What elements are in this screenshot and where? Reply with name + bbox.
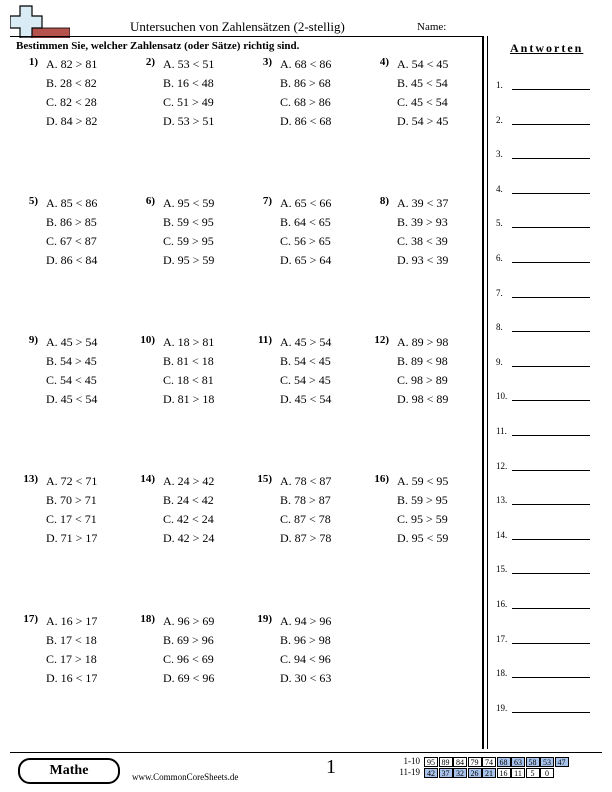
answer-blank[interactable] — [512, 124, 590, 125]
problem-option: B. 64 < 65 — [280, 215, 331, 229]
problem-option: D. 45 < 54 — [46, 392, 98, 406]
problem-option: D. 42 > 24 — [163, 531, 215, 545]
problem-option: B. 16 < 48 — [163, 76, 214, 90]
answer-blank[interactable] — [512, 89, 590, 90]
problem-number: 9) — [28, 334, 38, 346]
problem-option: A. 24 > 42 — [163, 474, 215, 488]
problem-option: C. 59 > 95 — [163, 234, 214, 248]
problem-option: A. 89 > 98 — [397, 335, 449, 349]
problem-option: C. 96 < 69 — [163, 652, 214, 666]
problem-number: 1) — [28, 56, 38, 68]
key-cell: 37 — [439, 768, 453, 778]
answer-blank[interactable] — [512, 712, 590, 713]
problem-option: D. 87 > 78 — [280, 531, 332, 545]
problem-option: C. 95 > 59 — [397, 512, 448, 526]
problem-number: 18) — [140, 613, 155, 625]
answer-row — [496, 668, 596, 678]
site-url: www.CommonCoreSheets.de — [132, 772, 239, 782]
problem-option: D. 16 < 17 — [46, 671, 98, 685]
answer-label: 17. — [496, 633, 508, 644]
problem-option: B. 86 > 85 — [46, 215, 97, 229]
answer-label: 8. — [496, 322, 503, 333]
answer-blank[interactable] — [512, 331, 590, 332]
footer-divider — [10, 752, 602, 753]
answer-row — [496, 80, 596, 90]
problem-option: C. 17 < 71 — [46, 512, 97, 526]
problem-number: 2) — [145, 56, 155, 68]
problem-option: A. 45 > 54 — [46, 335, 98, 349]
problem-option: C. 56 > 65 — [280, 234, 331, 248]
problem-item — [133, 613, 251, 693]
problem-item — [250, 613, 368, 693]
problem-option: B. 24 < 42 — [163, 493, 214, 507]
problem-item — [250, 56, 368, 136]
problem-item — [16, 613, 134, 693]
problem-number: 17) — [23, 613, 38, 625]
problem-option: D. 93 < 39 — [397, 253, 449, 267]
key-cell: 42 — [424, 768, 438, 778]
answer-row — [496, 599, 596, 609]
problem-number: 3) — [262, 56, 272, 68]
key-cell: 68 — [497, 757, 511, 767]
problem-option: C. 18 < 81 — [163, 373, 214, 387]
problem-option: B. 59 < 95 — [163, 215, 214, 229]
answer-row — [496, 149, 596, 159]
key-cell: 47 — [555, 757, 569, 767]
problem-option: A. 54 < 45 — [397, 57, 449, 71]
answer-row — [496, 634, 596, 644]
problem-number: 8) — [379, 195, 389, 207]
answer-label: 14. — [496, 529, 508, 540]
problem-option: D. 65 > 64 — [280, 253, 332, 267]
answer-blank[interactable] — [512, 643, 590, 644]
problem-option: C. 87 < 78 — [280, 512, 331, 526]
answer-row — [496, 426, 596, 436]
problem-option: D. 71 > 17 — [46, 531, 98, 545]
problem-option: A. 78 < 87 — [280, 474, 332, 488]
answer-label: 12. — [496, 460, 508, 471]
answer-row — [496, 115, 596, 125]
key-cell: 84 — [453, 757, 467, 767]
answer-column-divider-inner — [487, 36, 488, 749]
answer-row — [496, 253, 596, 263]
problem-option: D. 95 < 59 — [397, 531, 449, 545]
problem-option: B. 96 > 98 — [280, 633, 331, 647]
answers-title: Antworten — [510, 41, 584, 55]
problem-option: B. 28 < 82 — [46, 76, 97, 90]
problem-item — [133, 56, 251, 136]
problem-number: 14) — [140, 473, 155, 485]
page-title: Untersuchen von Zahlensätzen (2-stellig) — [130, 19, 345, 34]
answer-label: 3. — [496, 149, 503, 160]
answer-row — [496, 391, 596, 401]
problem-number: 4) — [379, 56, 389, 68]
problem-option: A. 68 < 86 — [280, 57, 332, 71]
answer-blank[interactable] — [512, 400, 590, 401]
problem-option: D. 30 < 63 — [280, 671, 332, 685]
answer-blank[interactable] — [512, 470, 590, 471]
answer-blank[interactable] — [512, 158, 590, 159]
answer-label: 6. — [496, 253, 503, 263]
answer-label: 13. — [496, 495, 508, 506]
problem-option: A. 65 < 66 — [280, 196, 332, 210]
problem-option: B. 89 < 98 — [397, 354, 448, 368]
plus-logo-icon — [10, 4, 70, 38]
problem-option: C. 68 > 86 — [280, 95, 331, 109]
key-cell: 74 — [482, 757, 496, 767]
problem-number: 11) — [257, 334, 272, 346]
answer-blank[interactable] — [512, 297, 590, 298]
brand-badge: Mathe — [18, 758, 120, 784]
problem-option: D. 69 < 96 — [163, 671, 215, 685]
problem-option: B. 39 > 93 — [397, 215, 448, 229]
problem-option: D. 45 < 54 — [280, 392, 332, 406]
problem-option: A. 96 > 69 — [163, 614, 215, 628]
problem-option: B. 81 < 18 — [163, 354, 214, 368]
answer-label: 18. — [496, 668, 508, 679]
problem-option: C. 98 > 89 — [397, 373, 448, 387]
problem-option: B. 69 > 96 — [163, 633, 214, 647]
problem-item — [250, 473, 368, 553]
problem-option: C. 17 > 18 — [46, 652, 97, 666]
problem-option: B. 59 > 95 — [397, 493, 448, 507]
problem-option: A. 94 > 96 — [280, 614, 332, 628]
answer-blank[interactable] — [512, 435, 590, 436]
answer-blank[interactable] — [512, 677, 590, 678]
key-cell: 32 — [453, 768, 467, 778]
problem-number: 19) — [257, 613, 272, 625]
key-cell: 21 — [482, 768, 496, 778]
answer-label: 2. — [496, 114, 503, 125]
key-row-label: 11-19 — [399, 767, 420, 777]
answer-row — [496, 288, 596, 298]
problem-option: A. 16 > 17 — [46, 614, 98, 628]
key-cell: 95 — [424, 757, 438, 767]
key-cell: 5 — [526, 768, 540, 778]
problem-option: B. 54 < 45 — [280, 354, 331, 368]
problem-option: A. 59 < 95 — [397, 474, 449, 488]
key-row-label: 1-10 — [403, 756, 420, 766]
key-cell: 53 — [540, 757, 554, 767]
key-cell: 58 — [526, 757, 540, 767]
answer-label: 5. — [496, 218, 503, 229]
problem-option: B. 54 > 45 — [46, 354, 97, 368]
answer-column-divider — [482, 36, 484, 749]
problem-item — [367, 195, 485, 275]
problem-item — [133, 473, 251, 553]
problem-option: A. 72 < 71 — [46, 474, 98, 488]
problem-item — [16, 56, 134, 136]
key-cell: 79 — [468, 757, 482, 767]
problem-item — [16, 473, 134, 553]
problem-option: C. 38 < 39 — [397, 234, 448, 248]
problem-number: 13) — [23, 473, 38, 485]
problem-option: B. 70 > 71 — [46, 493, 97, 507]
problem-option: D. 98 < 89 — [397, 392, 449, 406]
header-divider — [10, 36, 482, 37]
answer-label: 11. — [496, 426, 507, 436]
problem-option: B. 86 > 68 — [280, 76, 331, 90]
problem-option: D. 86 < 68 — [280, 114, 332, 128]
key-cell: 0 — [540, 768, 554, 778]
problem-option: A. 39 < 37 — [397, 196, 449, 210]
answer-blank[interactable] — [512, 366, 590, 367]
problem-option: D. 86 < 84 — [46, 253, 98, 267]
answer-label: 19. — [496, 702, 508, 713]
problem-option: A. 85 < 86 — [46, 196, 98, 210]
answer-label: 4. — [496, 183, 503, 194]
problem-option: C. 51 > 49 — [163, 95, 214, 109]
answer-row — [496, 564, 596, 574]
problem-option: C. 67 < 87 — [46, 234, 97, 248]
problem-option: C. 54 > 45 — [280, 373, 331, 387]
problem-option: D. 53 > 51 — [163, 114, 215, 128]
problem-option: C. 94 < 96 — [280, 652, 331, 666]
problem-option: C. 42 < 24 — [163, 512, 214, 526]
problem-option: C. 82 < 28 — [46, 95, 97, 109]
problem-option: D. 84 > 82 — [46, 114, 98, 128]
problem-number: 12) — [374, 334, 389, 346]
answer-blank[interactable] — [512, 608, 590, 609]
problem-option: B. 45 < 54 — [397, 76, 448, 90]
answer-row — [496, 184, 596, 194]
name-label: Name: — [417, 21, 447, 33]
problem-number: 10) — [140, 334, 155, 346]
problem-option: A. 95 < 59 — [163, 196, 215, 210]
problem-option: A. 45 > 54 — [280, 335, 332, 349]
page-number: 1 — [326, 756, 336, 778]
problem-item — [16, 195, 134, 275]
answer-label: 7. — [496, 287, 503, 298]
key-cell: 26 — [468, 768, 482, 778]
key-cell: 11 — [511, 768, 525, 778]
answer-label: 1. — [496, 80, 503, 90]
answer-blank[interactable] — [512, 193, 590, 194]
problem-item — [250, 195, 368, 275]
problem-number: 15) — [257, 473, 272, 485]
answer-blank[interactable] — [512, 262, 590, 263]
answer-label: 16. — [496, 599, 508, 609]
problem-item — [250, 334, 368, 414]
problem-option: C. 54 < 45 — [46, 373, 97, 387]
answer-row — [496, 703, 596, 713]
problem-option: D. 54 > 45 — [397, 114, 449, 128]
answer-label: 10. — [496, 391, 508, 402]
answer-row — [496, 530, 596, 540]
key-cell: 63 — [511, 757, 525, 767]
problem-option: A. 18 > 81 — [163, 335, 215, 349]
problem-option: D. 81 > 18 — [163, 392, 215, 406]
answer-label: 15. — [496, 564, 508, 575]
problem-number: 6) — [145, 195, 155, 207]
problem-item — [367, 473, 485, 553]
problem-option: A. 53 < 51 — [163, 57, 215, 71]
answer-blank[interactable] — [512, 227, 590, 228]
problem-item — [367, 334, 485, 414]
problem-number: 7) — [262, 195, 272, 207]
problem-option: A. 82 > 81 — [46, 57, 98, 71]
answer-row — [496, 461, 596, 471]
problem-number: 5) — [28, 195, 38, 207]
answer-blank[interactable] — [512, 504, 590, 505]
problem-item — [133, 195, 251, 275]
problem-option: B. 17 < 18 — [46, 633, 97, 647]
instructions: Bestimmen Sie, welcher Zahlensatz (oder Sätze) richtig sind. — [16, 40, 300, 52]
problem-option: B. 78 > 87 — [280, 493, 331, 507]
key-cell: 89 — [439, 757, 453, 767]
problem-item — [16, 334, 134, 414]
problem-item — [367, 56, 485, 136]
problem-option: D. 95 > 59 — [163, 253, 215, 267]
answer-row — [496, 322, 596, 332]
problem-item — [133, 334, 251, 414]
key-cell: 16 — [497, 768, 511, 778]
answer-label: 9. — [496, 356, 503, 367]
answer-blank[interactable] — [512, 573, 590, 574]
answer-row — [496, 218, 596, 228]
problem-number: 16) — [374, 473, 389, 485]
answer-blank[interactable] — [512, 539, 590, 540]
problem-option: C. 45 < 54 — [397, 95, 448, 109]
answer-row — [496, 357, 596, 367]
answer-row — [496, 495, 596, 505]
